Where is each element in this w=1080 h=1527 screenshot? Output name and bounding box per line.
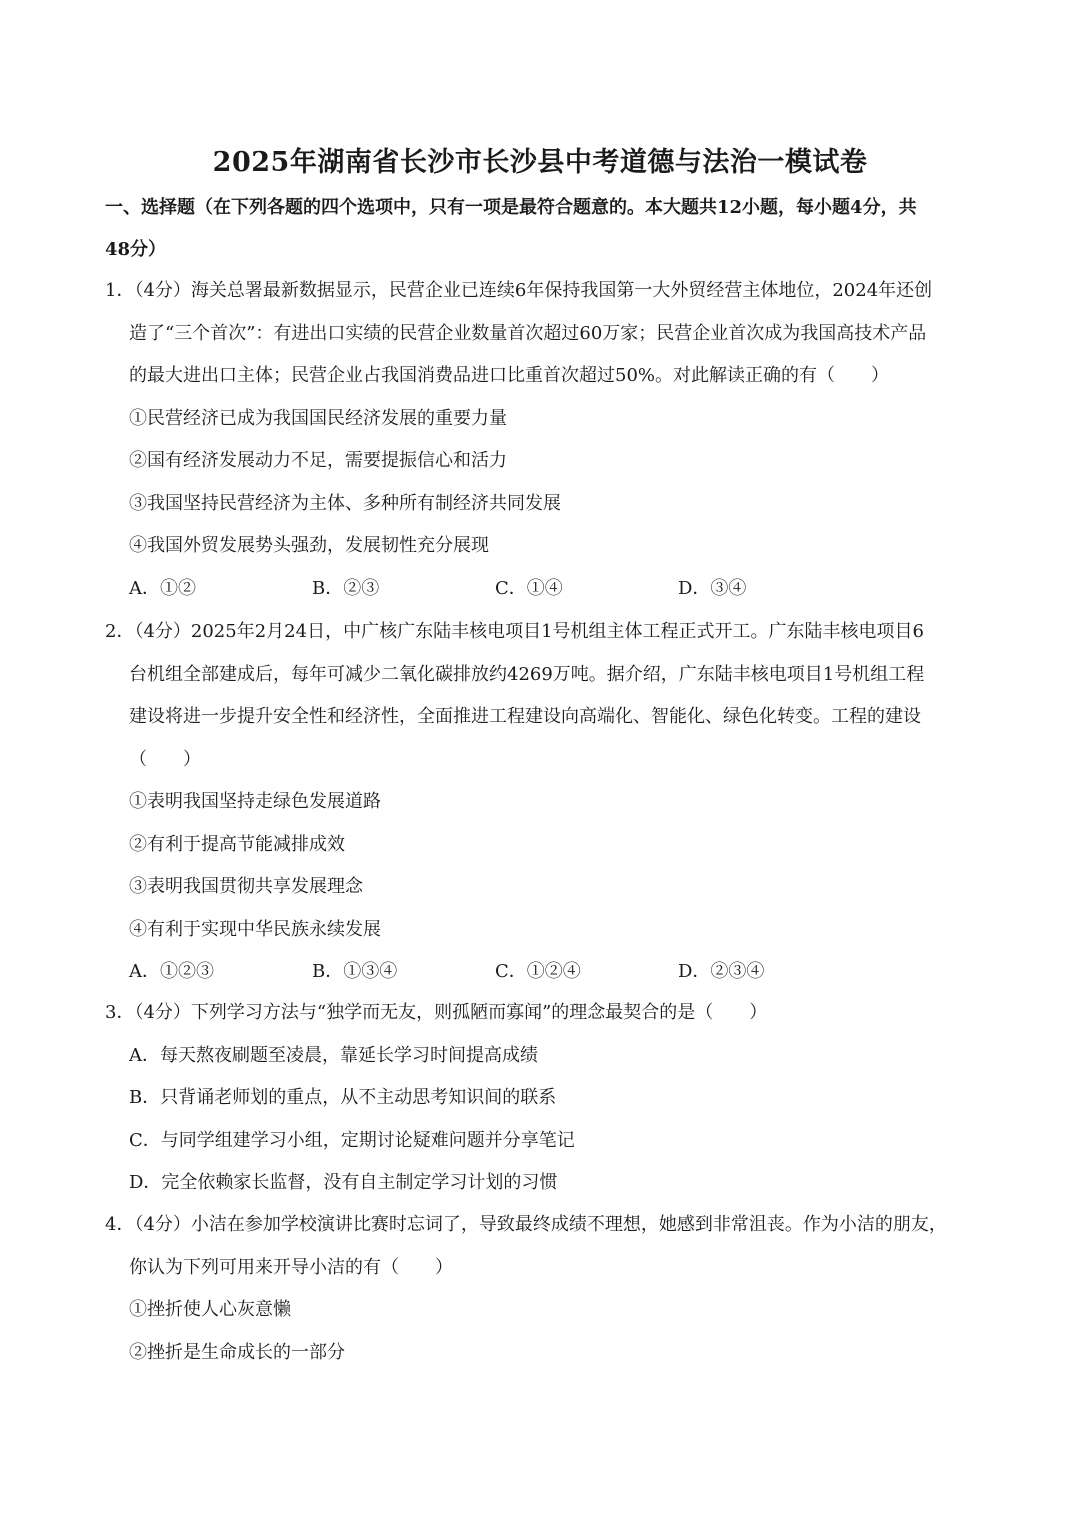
choice-a: A．每天熬夜刷题至凌晨，靠延长学习时间提高成绩	[129, 1044, 538, 1066]
stem-line: 你认为下列可用来开导小洁的有（ ）	[129, 1256, 453, 1278]
question-stem	[105, 1204, 985, 1247]
question-3	[105, 992, 985, 1205]
statement-option: ②有利于提高节能减排成效	[129, 833, 345, 855]
question-stem	[105, 270, 985, 313]
choice-c: C．与同学组建学习小组，定期讨论疑难问题并分享笔记	[129, 1129, 575, 1151]
section-heading-line1: 一、选择题（在下列各题的四个选项中，只有一项是最符合题意的。本大题共12小题，每小题4分，共	[105, 197, 917, 218]
stem-line: 的最大进出口主体；民营企业占我国消费品进口比重首次超过50%。对此解读正确的有（ ）	[129, 365, 890, 386]
choice-a: A．①②	[129, 577, 196, 599]
choice-c: C．①④	[495, 577, 563, 599]
question-1	[105, 270, 985, 610]
statement-option: ①民营经济已成为我国国民经济发展的重要力量	[129, 407, 507, 429]
question-number: 1．（4分）	[105, 280, 191, 301]
choice-a: A．①②③	[129, 961, 214, 982]
choice-d: D．②③④	[678, 961, 765, 982]
question-number: 4．（4分）	[105, 1214, 191, 1235]
statement-option: ②国有经济发展动力不足，需要提振信心和活力	[129, 450, 507, 471]
stem-line: 台机组全部建成后，每年可减少二氧化碳排放约4269万吨。据介绍，广东陆丰核电项目1号机组工程	[129, 663, 925, 685]
choice-b: B．只背诵老师划的重点，从不主动思考知识间的联系	[129, 1087, 557, 1108]
answer-choices	[105, 568, 985, 611]
stem-line: 建设将进一步提升安全性和经济性，全面推进工程建设向高端化、智能化、绿色化转变。工程的建设	[129, 706, 921, 727]
statement-option: ①表明我国坚持走绿色发展道路	[129, 791, 381, 812]
section-heading-line2: 48分）	[105, 239, 167, 260]
question-stem	[105, 992, 985, 1035]
section-heading	[105, 187, 985, 271]
statement-option: ③表明我国贯彻共享发展理念	[129, 876, 363, 897]
statement-option: ④有利于实现中华民族永续发展	[129, 918, 381, 940]
question-stem	[105, 611, 985, 654]
answer-choices	[105, 951, 985, 994]
stem-line: 海关总署最新数据显示，民营企业已连续6年保持我国第一大外贸经营主体地位，2024年还创	[190, 280, 933, 301]
stem-line: 下列学习方法与“独学而无友，则孤陋而寡闻”的理念最契合的是（ ）	[190, 1002, 768, 1023]
choice-d: D．完全依赖家长监督，没有自主制定学习计划的习惯	[129, 1172, 558, 1193]
stem-line: 小洁在参加学校演讲比赛时忘词了，导致最终成绩不理想，她感到非常沮丧。作为小洁的朋友，	[190, 1214, 947, 1235]
stem-line: 2025年2月24日，中广核广东陆丰核电项目1号机组主体工程正式开工。广东陆丰核电项目6	[190, 621, 924, 642]
choice-b: B．②③	[312, 577, 380, 599]
choice-c: C．①②④	[495, 961, 581, 982]
page-title: 2025年湖南省长沙市长沙县中考道德与法治一模试卷	[212, 147, 868, 178]
stem-line: 造了“三个首次”：有进出口实绩的民营企业数量首次超过60万家；民营企业首次成为我国高技术产品	[129, 322, 927, 344]
stem-line: （ ）	[129, 748, 201, 770]
statement-option: ③我国坚持民营经济为主体、多种所有制经济共同发展	[129, 492, 561, 514]
question-4	[105, 1204, 985, 1374]
question-2	[105, 611, 985, 994]
statement-option: ④我国外贸发展势头强劲，发展韧性充分展现	[129, 535, 489, 556]
question-number: 3．（4分）	[105, 1002, 191, 1023]
choice-b: B．①③④	[312, 961, 398, 982]
statement-option: ①挫折使人心灰意懒	[129, 1299, 291, 1320]
question-number: 2．（4分）	[105, 621, 191, 642]
statement-option: ②挫折是生命成长的一部分	[129, 1341, 345, 1363]
choice-d: D．③④	[678, 577, 747, 599]
